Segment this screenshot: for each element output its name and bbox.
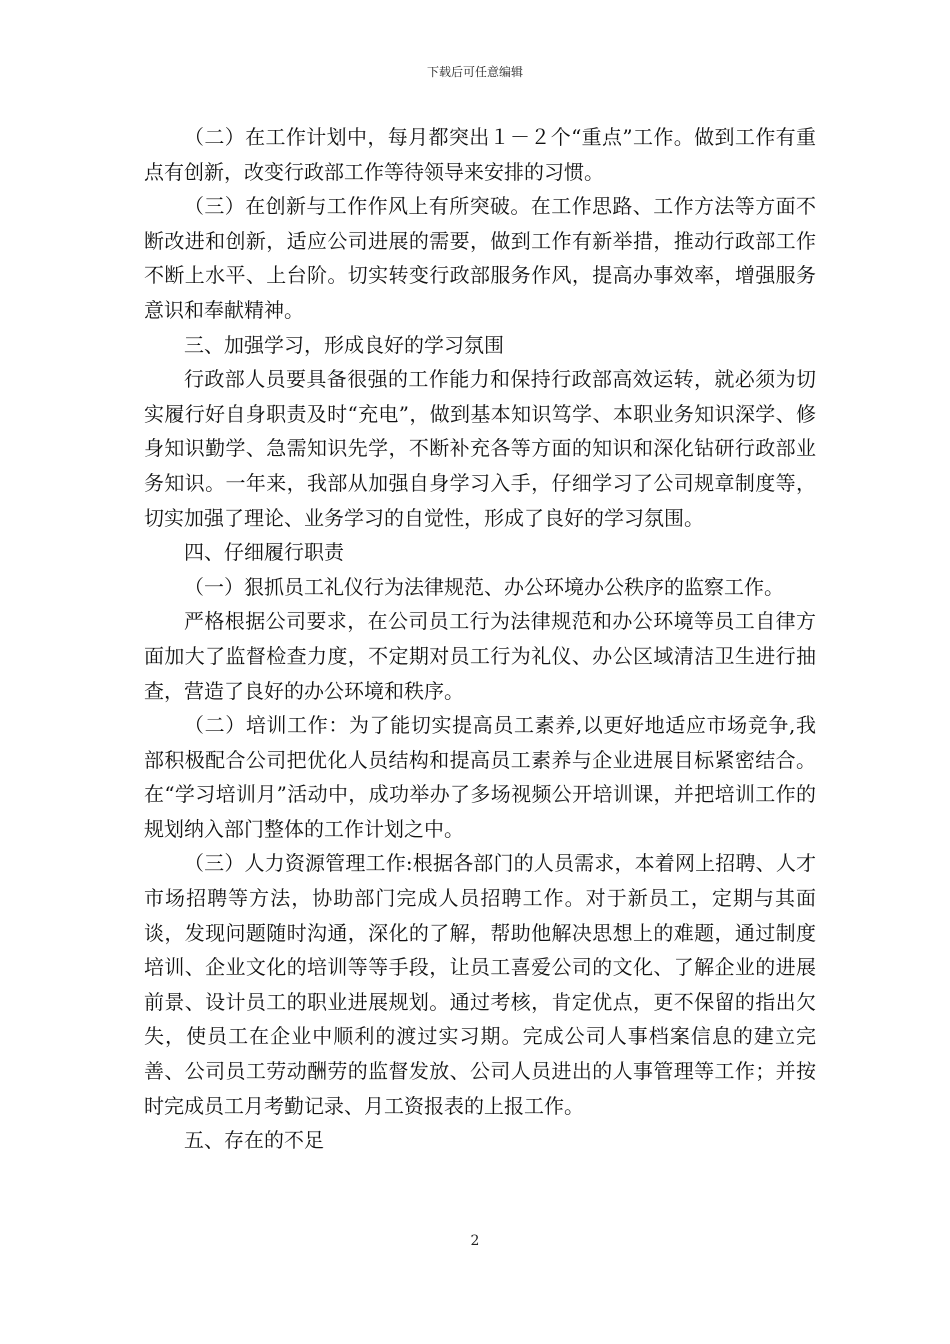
paragraph: 行政部人员要具备很强的工作能力和保持行政部高效运转，就必须为切实履行好自身职责及时“充电”，做到基本知识笃学、本职业务知识深学、修身知识勤学、急需知识先学，不断补充各等方面的知识和深化钻研行政部业务知识。一年来，我部从加强自身学习入手，仔细学习了公司规章制度等，切实加强了理论、业务学习的自觉性，形成了良好的学习氛围。 (144, 367, 816, 530)
paragraph: （二）在工作计划中，每月都突出１－２个“重点”工作。做到工作有重点有创新，改变行政部工作等待领导来安排的习惯。 (144, 125, 816, 184)
section-heading: 三、加强学习，形成良好的学习氛围 (184, 332, 504, 357)
page-header: 下载后可任意编辑 (426, 65, 523, 79)
paragraph: 严格根据公司要求，在公司员工行为法律规范和办公环境等员工自律方面加大了监督检查力度，不定期对员工行为礼仪、办公区域清洁卫生进行抽查，营造了良好的办公环境和秩序。 (144, 609, 816, 703)
page-number: 2 (470, 1233, 480, 1249)
subsection-heading: （一）狠抓员工礼仪行为法律规范、办公环境办公秩序的监察工作。 (184, 574, 784, 599)
section-heading: 四、仔细履行职责 (184, 540, 344, 565)
paragraph: （三）人力资源管理工作:根据各部门的人员需求，本着网上招聘、人才市场招聘等方法，协助部门完成人员招聘工作。对于新员工，定期与其面谈，发现问题随时沟通，深化的了解，帮助他解决思想上的难题，通过制度培训、企业文化的培训等等手段，让员工喜爱公司的文化、了解企业的进展前景、设计员工的职业进展规划。通过考核，肯定优点，更不保留的指出欠失，使员工在企业中顺利的渡过实习期。完成公司人事档案信息的建立完善、公司员工劳动酬劳的监督发放、公司人员进出的人事管理等工作；并按时完成员工月考勤记录、月工资报表的上报工作。 (144, 851, 816, 1118)
paragraph: （二）培训工作：为了能切实提高员工素养,以更好地适应市场竞争,我部积极配合公司把优化人员结构和提高员工素养与企业进展目标紧密结合。在“学习培训月”活动中，成功举办了多场视频公开培训课，并把培训工作的规划纳入部门整体的工作计划之中。 (144, 713, 816, 841)
paragraph: （三）在创新与工作作风上有所突破。在工作思路、工作方法等方面不断改进和创新，适应公司进展的需要，做到工作有新举措，推动行政部工作不断上水平、上台阶。切实转变行政部服务作风，提高办事效率，增强服务意识和奉献精神。 (144, 194, 816, 322)
document-body (144, 120, 816, 1158)
section-heading: 五、存在的不足 (184, 1128, 324, 1153)
